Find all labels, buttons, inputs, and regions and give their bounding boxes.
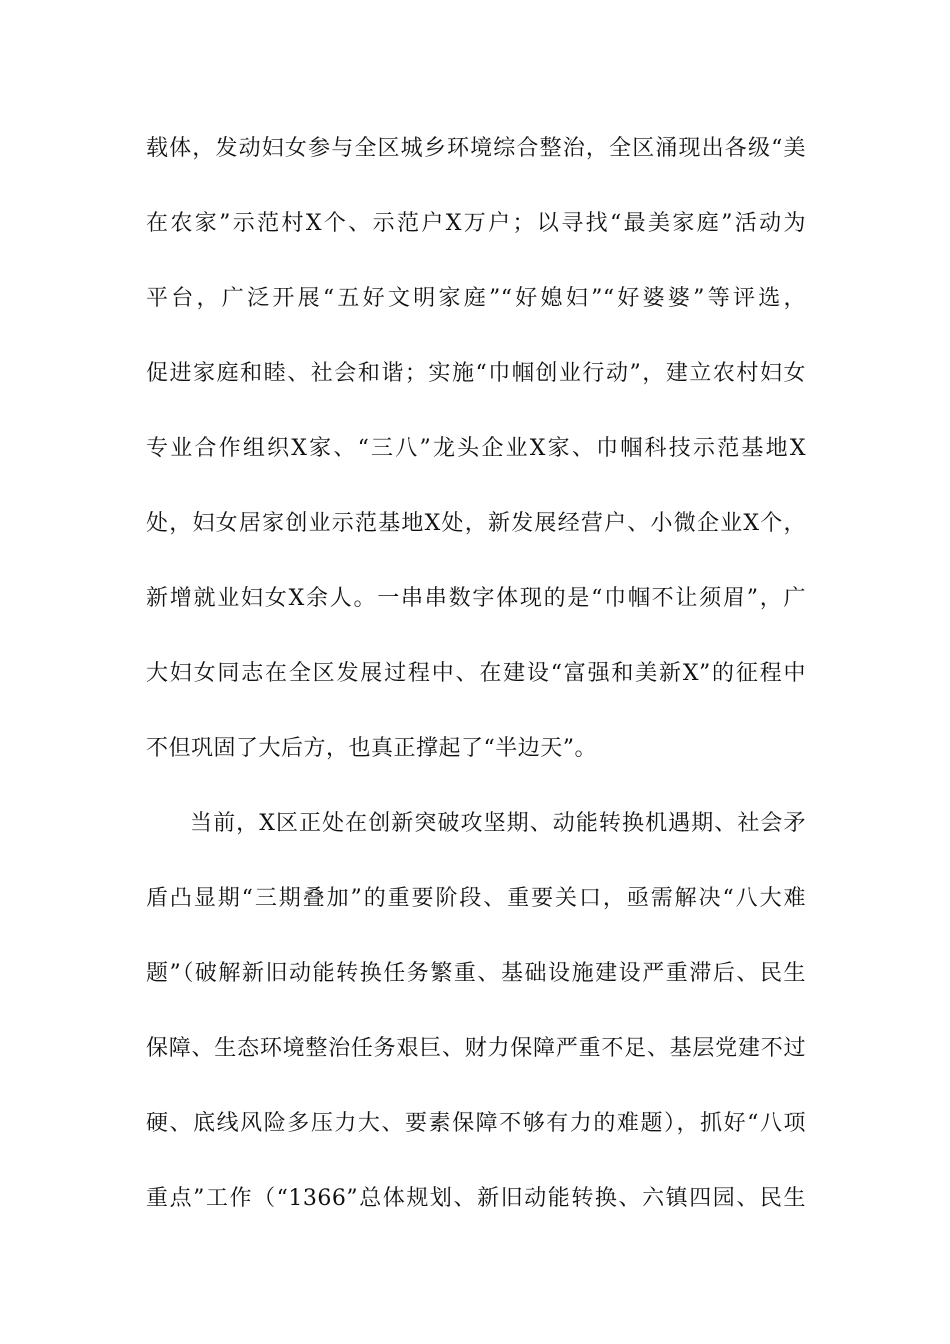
body-text xyxy=(146,125,806,1250)
text-line: 硬、底线风险多压力大、要素保障不够有力的难题），抓好“八项 xyxy=(146,1111,806,1136)
text-line: 大妇女同志在全区发展过程中、在建设“富强和美新X”的征程中 xyxy=(146,661,806,686)
text-line: 载体，发动妇女参与全区城乡环境综合整治，全区涌现出各级“美 xyxy=(146,136,806,161)
text-line: 促进家庭和睦、社会和谐；实施“巾帼创业行动”，建立农村妇女 xyxy=(146,361,806,386)
text-line: 在农家”示范村X个、示范户X万户；以寻找“最美家庭”活动为 xyxy=(146,211,806,236)
text-line: 重点”工作（“1366”总体规划、新旧动能转换、六镇四园、民生 xyxy=(146,1186,806,1211)
text-line: 保障、生态环境整治任务艰巨、财力保障严重不足、基层党建不过 xyxy=(146,1036,806,1061)
text-line: 平台，广泛开展“五好文明家庭”“好媳妇”“好婆婆”等评选， xyxy=(146,286,806,311)
text-line: 处，妇女居家创业示范基地X处，新发展经营户、小微企业X个， xyxy=(146,511,806,536)
text-line: 专业合作组织X家、“三八”龙头企业X家、巾帼科技示范基地X xyxy=(146,436,806,461)
paragraph-start-line: 当前，X区正处在创新突破攻坚期、动能转换机遇期、社会矛 xyxy=(190,811,806,836)
paragraph-end-line: 不但巩固了大后方，也真正撑起了“半边天”。 xyxy=(146,736,597,761)
text-line: 盾凸显期“三期叠加”的重要阶段、重要关口，亟需解决“八大难 xyxy=(146,886,806,911)
text-line: 新增就业妇女X余人。一串串数字体现的是“巾帼不让须眉”，广 xyxy=(146,586,806,611)
text-line: 题”（破解新旧动能转换任务繁重、基础设施建设严重滞后、民生 xyxy=(146,961,806,986)
